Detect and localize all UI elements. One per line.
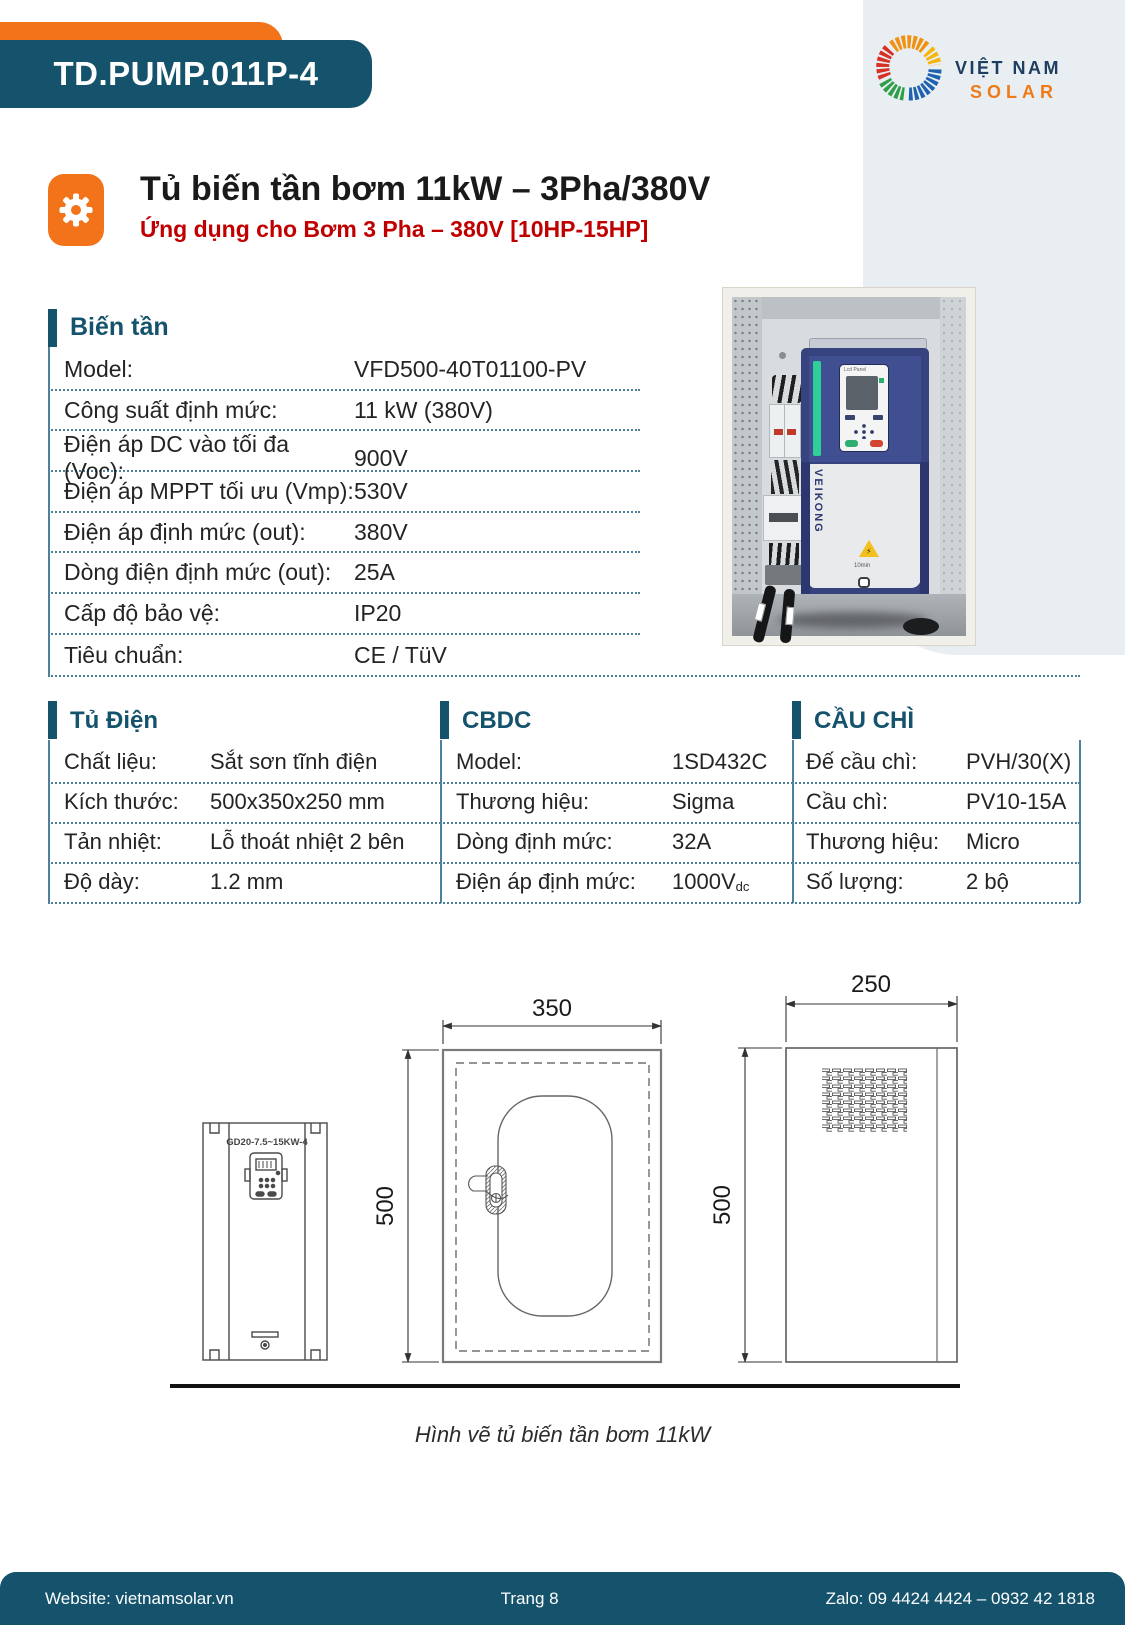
- table-row: [48, 472, 640, 513]
- spec-value: 32A: [672, 829, 712, 854]
- stop-key: [870, 440, 883, 447]
- table-row: [792, 782, 1080, 822]
- screw: [779, 352, 786, 359]
- page-title: Tủ biến tần bơm 11kW – 3Pha/380V: [140, 170, 711, 208]
- spec-value: PV10-15A: [966, 789, 1067, 814]
- door-latch: [469, 1166, 508, 1214]
- spec-value: 11 kW (380V): [354, 396, 493, 423]
- spec-value: Sắt sơn tĩnh điện: [210, 749, 378, 774]
- section-bar-cbdc: [440, 701, 449, 739]
- section-title-inverter: Biến tần: [70, 313, 169, 341]
- vfd-green-stripe: [813, 361, 821, 456]
- front-dimensions: [402, 1020, 661, 1362]
- cabinet-top-wall: [762, 297, 940, 319]
- spec-value: 25A: [354, 559, 395, 586]
- table-row: [792, 822, 1080, 862]
- spec-label: Dòng định mức:: [456, 829, 613, 854]
- section-bar-cabinet: [48, 701, 57, 739]
- gear-icon: [48, 174, 104, 246]
- table-row: [792, 742, 1080, 782]
- arrow-keys: [853, 423, 875, 439]
- vfd-keypad: [839, 364, 889, 452]
- section-title-cabinet: Tủ Điện: [70, 707, 158, 734]
- table-row: [48, 513, 640, 554]
- product-code-badge: [0, 40, 372, 108]
- ent-key: [873, 415, 883, 420]
- side-dimensions: [738, 996, 957, 1362]
- table-row: [48, 391, 640, 432]
- table-row: [440, 782, 786, 822]
- cover-latch: [858, 577, 870, 588]
- cable-grommet: [903, 618, 939, 635]
- section-title-cbdc: CBDC: [462, 707, 532, 734]
- spec-label: Điện áp định mức:: [456, 869, 636, 894]
- table-row: [48, 782, 434, 822]
- product-photo: [723, 288, 975, 645]
- esc-key: [845, 415, 855, 420]
- spec-value: 900V: [354, 444, 408, 471]
- spec-label: Công suất định mức:: [64, 396, 278, 423]
- spec-label: Điện áp MPPT tối ưu (Vmp):: [64, 477, 354, 504]
- spec-value: PVH/30(X): [966, 749, 1072, 774]
- fuse-divider: [784, 404, 785, 458]
- inverter-spec-table: [48, 350, 640, 676]
- spec-value: CE / TüV: [354, 641, 447, 668]
- spec-value: 530V: [354, 477, 408, 504]
- footer-zalo: Zalo: 09 4424 4424 – 0932 42 1818: [825, 1588, 1095, 1608]
- solar-mosaic-icon: [863, 28, 1093, 112]
- vietnam-solar-logo: [863, 28, 1093, 112]
- table-row: [440, 822, 786, 862]
- keypad-label: Lcd Panel: [844, 367, 867, 373]
- spec-value: 500x350x250 mm: [210, 789, 385, 814]
- spec-value: 1SD432C: [672, 749, 768, 774]
- discharge-time-label: 10min: [854, 563, 871, 569]
- table-row: [440, 862, 786, 902]
- section-title-fuse: CẦU CHÌ: [814, 707, 914, 734]
- page-subtitle: Ứng dụng cho Bơm 3 Pha – 380V [10HP-15HP]: [140, 216, 649, 242]
- spec-label: Điện áp DC vào tối đa (Voc):: [64, 431, 290, 485]
- spec-value: IP20: [354, 599, 402, 626]
- spec-value: 1000Vdc: [672, 869, 750, 894]
- spec-label: Số lượng:: [806, 869, 904, 894]
- table-row: [48, 553, 640, 594]
- section-bar-inverter: [48, 309, 57, 347]
- wires: [769, 543, 799, 565]
- cabinet-left-wall: [732, 297, 762, 636]
- table-row: [48, 862, 434, 902]
- table-row: [48, 594, 640, 635]
- spec-value: Lỗ thoát nhiệt 2 bên: [210, 829, 405, 854]
- table-row: [440, 742, 786, 782]
- spec-label: Tản nhiệt:: [64, 829, 162, 854]
- lcd-screen: [846, 376, 878, 410]
- dim-side-width: 250: [850, 971, 892, 998]
- cable-tag: [785, 607, 795, 626]
- spec-label: Dòng điện định mức (out):: [64, 559, 332, 586]
- cabinet-side-view: [786, 1048, 957, 1362]
- wires: [771, 460, 799, 494]
- drawing-caption: Hình vẽ tủ biến tần bơm 11kW: [414, 1422, 711, 1447]
- spec-label: Đế cầu chì:: [806, 749, 918, 774]
- logo-text-line2: SOLAR: [970, 82, 1058, 102]
- spec-value: Micro: [966, 829, 1020, 854]
- technical-drawing: [150, 940, 990, 1445]
- logo-text-line1: VIỆT NAM: [955, 58, 1062, 78]
- cbdc-spec-table: [440, 742, 786, 902]
- vfd-outline-drawing: [203, 1123, 327, 1360]
- dim-front-height: 500: [372, 1185, 399, 1227]
- table-row: [48, 635, 640, 676]
- run-key: [845, 440, 858, 447]
- table-row: [792, 862, 1080, 902]
- section-bar-fuse: [792, 701, 801, 739]
- lightning-icon: ⚡: [866, 547, 872, 556]
- spec-label: Điện áp định mức (out):: [64, 518, 306, 545]
- vfd-lower-cover: [809, 464, 921, 588]
- product-code: TD.PUMP.011P-4: [53, 55, 319, 92]
- spec-label: Thương hiệu:: [806, 829, 940, 854]
- circuit-breaker: [763, 495, 803, 541]
- vent-grille: [822, 1068, 907, 1132]
- spec-label: Độ dày:: [64, 869, 140, 894]
- dotted-divider: [48, 675, 1080, 677]
- fuse-spec-table: [792, 742, 1080, 902]
- vfd-model-label: GD20-7.5~15KW-4: [226, 1137, 308, 1148]
- table-row: [48, 742, 434, 782]
- table-row: [48, 350, 640, 391]
- dim-side-height: 500: [709, 1184, 736, 1226]
- spec-value: 1.2 mm: [210, 869, 284, 894]
- wires: [772, 375, 802, 403]
- footer-website: Website: vietnamsolar.vn: [45, 1588, 234, 1608]
- vfd-brand-text: VEIKONG: [812, 469, 824, 534]
- spec-value: 380V: [354, 518, 408, 545]
- table-row: [48, 822, 434, 862]
- cabinet-spec-table: [48, 742, 434, 902]
- spec-label: Kích thước:: [64, 789, 179, 814]
- cabinet-front-view: [443, 1050, 661, 1362]
- spec-value: 2 bộ: [966, 869, 1009, 894]
- cabinet-right-wall: [940, 297, 966, 636]
- spec-label: Model:: [64, 355, 134, 382]
- spec-label: Thương hiệu:: [456, 789, 590, 814]
- spec-value: Sigma: [672, 789, 735, 814]
- footer-bar: [0, 1572, 1125, 1625]
- spec-label: Cấp độ bảo vệ:: [64, 599, 221, 626]
- footer-page-number: Trang 8: [500, 1588, 559, 1608]
- unit-subscript: dc: [735, 879, 750, 894]
- vfd-left-rail: [801, 462, 810, 594]
- spec-label: Chất liệu:: [64, 749, 157, 774]
- table-row: [48, 431, 640, 485]
- led-indicator: [879, 378, 884, 383]
- dotted-divider: [48, 902, 1080, 904]
- spec-label: Cầu chì:: [806, 789, 888, 814]
- vfd-right-rail: [920, 462, 929, 594]
- fuse-holder: [769, 404, 801, 458]
- spec-label: Tiêu chuẩn:: [64, 641, 184, 668]
- spec-label: Model:: [456, 749, 523, 774]
- spec-value: VFD500-40T01100-PV: [354, 355, 587, 382]
- dim-front-width: 350: [531, 995, 573, 1022]
